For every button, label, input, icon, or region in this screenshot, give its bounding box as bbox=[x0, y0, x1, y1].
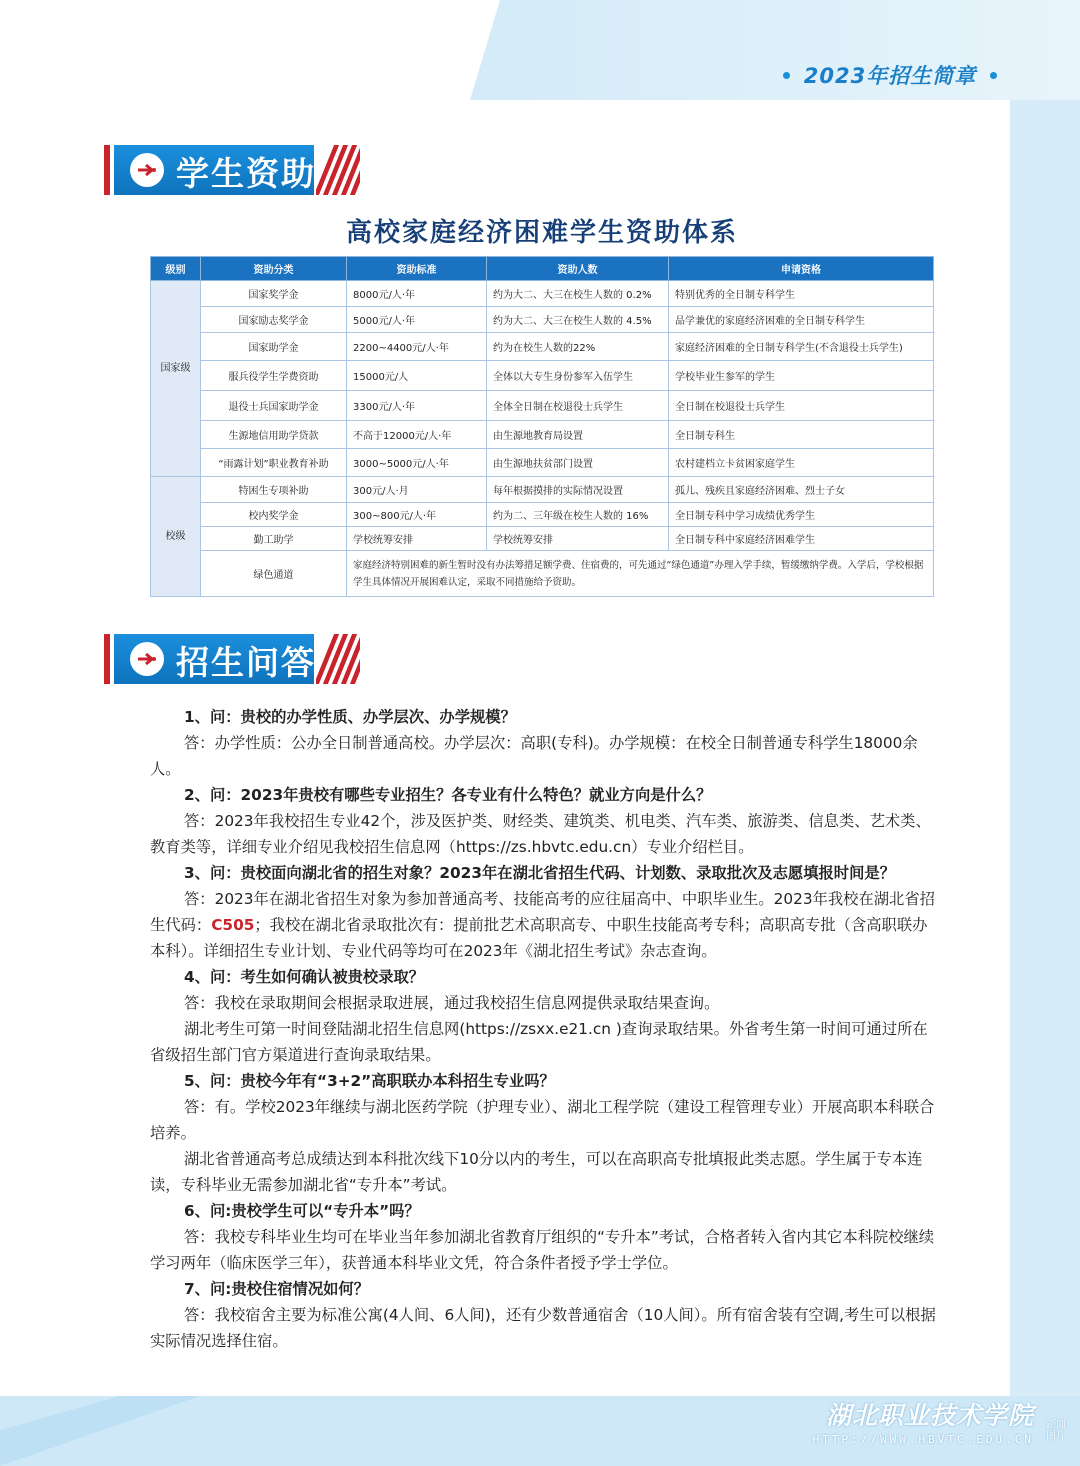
table-cell: 全日制专科中学习成绩优秀学生 bbox=[669, 503, 934, 527]
answer-1: 答：办学性质：公办全日制普通高校。办学层次：高职(专科)。办学规模：在校全日制普通专科学生18000余人。 bbox=[150, 734, 918, 778]
section-title-aid: 学生资助 bbox=[176, 154, 316, 193]
section-title-qa: 招生问答 bbox=[176, 643, 316, 682]
level-national: 国家级 bbox=[151, 281, 201, 477]
table-cell: 学校毕业生参军的学生 bbox=[669, 361, 934, 391]
table-cell: 生源地信用助学贷款 bbox=[201, 421, 347, 449]
table-cell: 国家助学金 bbox=[201, 333, 347, 361]
table-header: 资助人数 bbox=[487, 257, 669, 281]
table-cell: 由生源地教育局设置 bbox=[487, 421, 669, 449]
table-cell: 退役士兵国家助学金 bbox=[201, 391, 347, 421]
table-cell: 15000元/人 bbox=[347, 361, 487, 391]
table-cell: 不高于12000元/人·年 bbox=[347, 421, 487, 449]
section-banner-qa bbox=[104, 634, 360, 684]
table-header: 资助标准 bbox=[347, 257, 487, 281]
table-cell: 特别优秀的全日制专科学生 bbox=[669, 281, 934, 307]
table-cell: 约为二、三年级在校生人数的 16% bbox=[487, 503, 669, 527]
banner-stripes bbox=[316, 145, 360, 195]
table-cell: 5000元/人·年 bbox=[347, 307, 487, 333]
answer-2: 答：2023年我校招生专业42个，涉及医护类、财经类、建筑类、机电类、汽车类、旅游类、信息类、艺术类、教育类等，详细专业介绍见我校招生信息网（https://zs.hbvtc.edu.cn）专业介绍栏目。 bbox=[150, 812, 931, 856]
table-cell: 绿色通道 bbox=[201, 551, 347, 597]
table-row bbox=[151, 551, 934, 597]
section-banner-aid bbox=[104, 145, 360, 195]
watermark-name: 湖北职业技术学院 bbox=[825, 1401, 1034, 1430]
answer-3-text: 答：2023年在湖北省招生对象为参加普通高考、技能高考的应往届高中、中职毕业生。2023年我校在湖北省招生代码： bbox=[150, 890, 935, 934]
table-header: 资助分类 bbox=[201, 257, 347, 281]
table-cell: 全体以大专生身份参军入伍学生 bbox=[487, 361, 669, 391]
table-cell: 2200~4400元/人·年 bbox=[347, 333, 487, 361]
table-cell: 学校统筹安排 bbox=[347, 527, 487, 551]
table-cell: 3300元/人·年 bbox=[347, 391, 487, 421]
table-cell: 300元/人·月 bbox=[347, 477, 487, 503]
table-cell: 8000元/人·年 bbox=[347, 281, 487, 307]
question-2: 2、问：2023年贵校有哪些专业招生？各专业有什么特色？就业方向是什么？ bbox=[184, 786, 712, 804]
table-row bbox=[151, 477, 934, 503]
header-title: 2023年招生简章 bbox=[803, 64, 977, 88]
table-cell: 300~800元/人·年 bbox=[347, 503, 487, 527]
table-cell: 全体全日制在校退役士兵学生 bbox=[487, 391, 669, 421]
table-cell: 每年根据摸排的实际情况设置 bbox=[487, 477, 669, 503]
table-cell: 约为大二、大三在校生人数的 0.2% bbox=[487, 281, 669, 307]
table-row bbox=[151, 281, 934, 307]
aid-table bbox=[150, 256, 934, 597]
table-cell: 约为大二、大三在校生人数的 4.5% bbox=[487, 307, 669, 333]
banner-stripes bbox=[316, 634, 360, 684]
table-row bbox=[151, 421, 934, 449]
answer-3 bbox=[150, 886, 940, 964]
table-row bbox=[151, 503, 934, 527]
table-title: 高校家庭经济困难学生资助体系 bbox=[345, 218, 738, 248]
answer-5: 答：有。学校2023年继续与湖北医药学院（护理专业）、湖北工程学院（建设工程管理专业）开展高职本科联合培养。 bbox=[150, 1098, 935, 1142]
table-cell: 全日制专科生 bbox=[669, 421, 934, 449]
answer-4-detail: 湖北考生可第一时间登陆湖北招生信息网(https://zsxx.e21.cn )查询录取结果。外省考生第一时间可通过所在省级招生部门官方渠道进行查询录取结果。 bbox=[150, 1020, 928, 1064]
table-header-row bbox=[151, 257, 934, 281]
table-row bbox=[151, 391, 934, 421]
qa-section bbox=[150, 704, 940, 1354]
watermark-url: HTTP://WWW.HBVTC.EDU.CN bbox=[812, 1433, 1034, 1446]
table-cell: 由生源地扶贫部门设置 bbox=[487, 449, 669, 477]
table-cell: 全日制在校退役士兵学生 bbox=[669, 391, 934, 421]
table-row bbox=[151, 527, 934, 551]
table-cell: 农村建档立卡贫困家庭学生 bbox=[669, 449, 934, 477]
banner-accent bbox=[104, 145, 110, 195]
question-7: 7、问:贵校住宿情况如何？ bbox=[184, 1280, 370, 1298]
answer-7: 答：我校宿舍主要为标准公寓(4人间、6人间)，还有少数普通宿舍（10人间）。所有宿舍装有空调,考生可以根据实际情况选择住宿。 bbox=[150, 1306, 936, 1350]
table-row bbox=[151, 307, 934, 333]
arrow-circle-icon bbox=[130, 153, 164, 187]
table-cell: 服兵役学生学费资助 bbox=[201, 361, 347, 391]
table-cell: “雨露计划”职业教育补助 bbox=[201, 449, 347, 477]
table-cell: 品学兼优的家庭经济困难的全日制专科学生 bbox=[669, 307, 934, 333]
table-cell: 家庭经济困难的全日制专科学生(不含退役士兵学生) bbox=[669, 333, 934, 361]
table-row bbox=[151, 449, 934, 477]
question-3: 3、问：贵校面向湖北省的招生对象？2023年在湖北省招生代码、计划数、录取批次及志愿填报时间是？ bbox=[184, 864, 895, 882]
table-cell: 孤儿、残疾且家庭经济困难、烈士子女 bbox=[669, 477, 934, 503]
answer-5-detail: 湖北省普通高考总成绩达到本科批次线下10分以内的考生，可以在高职高专批填报此类志愿。学生属于专本连读，专科毕业无需参加湖北省“专升本”考试。 bbox=[150, 1150, 923, 1194]
table-header: 申请资格 bbox=[669, 257, 934, 281]
table-cell: 国家励志奖学金 bbox=[201, 307, 347, 333]
question-5: 5、问：贵校今年有“3+2”高职联办本科招生专业吗？ bbox=[184, 1072, 555, 1090]
table-cell: 校内奖学金 bbox=[201, 503, 347, 527]
answer-6: 答：我校专科毕业生均可在毕业当年参加湖北省教育厅组织的“专升本”考试，合格者转入省内其它本科院校继续学习两年（临床医学三年），获普通本科毕业文凭，符合条件者授予学士学位。 bbox=[150, 1228, 935, 1272]
header bbox=[770, 60, 1010, 90]
table-header: 级别 bbox=[151, 257, 201, 281]
green-channel-note: 家庭经济特别困难的新生暂时没有办法筹措足额学费、住宿费的，可先通过“绿色通道”办理入学手续，暂缓缴纳学费。入学后，学校根据学生具体情况开展困难认定，采取不同措施给予资助。 bbox=[347, 551, 934, 597]
table-row bbox=[151, 361, 934, 391]
table-cell: 学校统筹安排 bbox=[487, 527, 669, 551]
header-dot-left bbox=[783, 72, 790, 79]
question-4: 4、问：考生如何确认被贵校录取？ bbox=[184, 968, 425, 986]
table-cell: 3000~5000元/人·年 bbox=[347, 449, 487, 477]
table-cell: 国家奖学金 bbox=[201, 281, 347, 307]
table-cell: 全日制专科中家庭经济困难学生 bbox=[669, 527, 934, 551]
watermark bbox=[813, 1396, 1034, 1446]
table-cell: 勤工助学 bbox=[201, 527, 347, 551]
school-code: C505 bbox=[211, 916, 255, 934]
answer-4: 答：我校在录取期间会根据录取进展，通过我校招生信息网提供录取结果查询。 bbox=[184, 994, 720, 1012]
table-cell: 约为在校生人数的22% bbox=[487, 333, 669, 361]
question-1: 1、问：贵校的办学性质、办学层次、办学规模？ bbox=[184, 708, 516, 726]
table-row bbox=[151, 333, 934, 361]
header-dot-right bbox=[990, 72, 997, 79]
level-school: 校级 bbox=[151, 477, 201, 597]
table-cell: 特困生专项补助 bbox=[201, 477, 347, 503]
question-6: 6、问:贵校学生可以“专升本”吗？ bbox=[184, 1202, 420, 1220]
banner-accent bbox=[104, 634, 110, 684]
arrow-circle-icon bbox=[130, 642, 164, 676]
watermark-badge: 新闻图片 bbox=[1046, 1420, 1066, 1442]
answer-3-text-rest: ；我校在湖北省录取批次有：提前批艺术高职高专、中职生技能高考专科；高职高专批（含高职联办本科）。详细招生专业计划、专业代码等均可在2023年《湖北招生考试》杂志查询。 bbox=[150, 916, 928, 960]
